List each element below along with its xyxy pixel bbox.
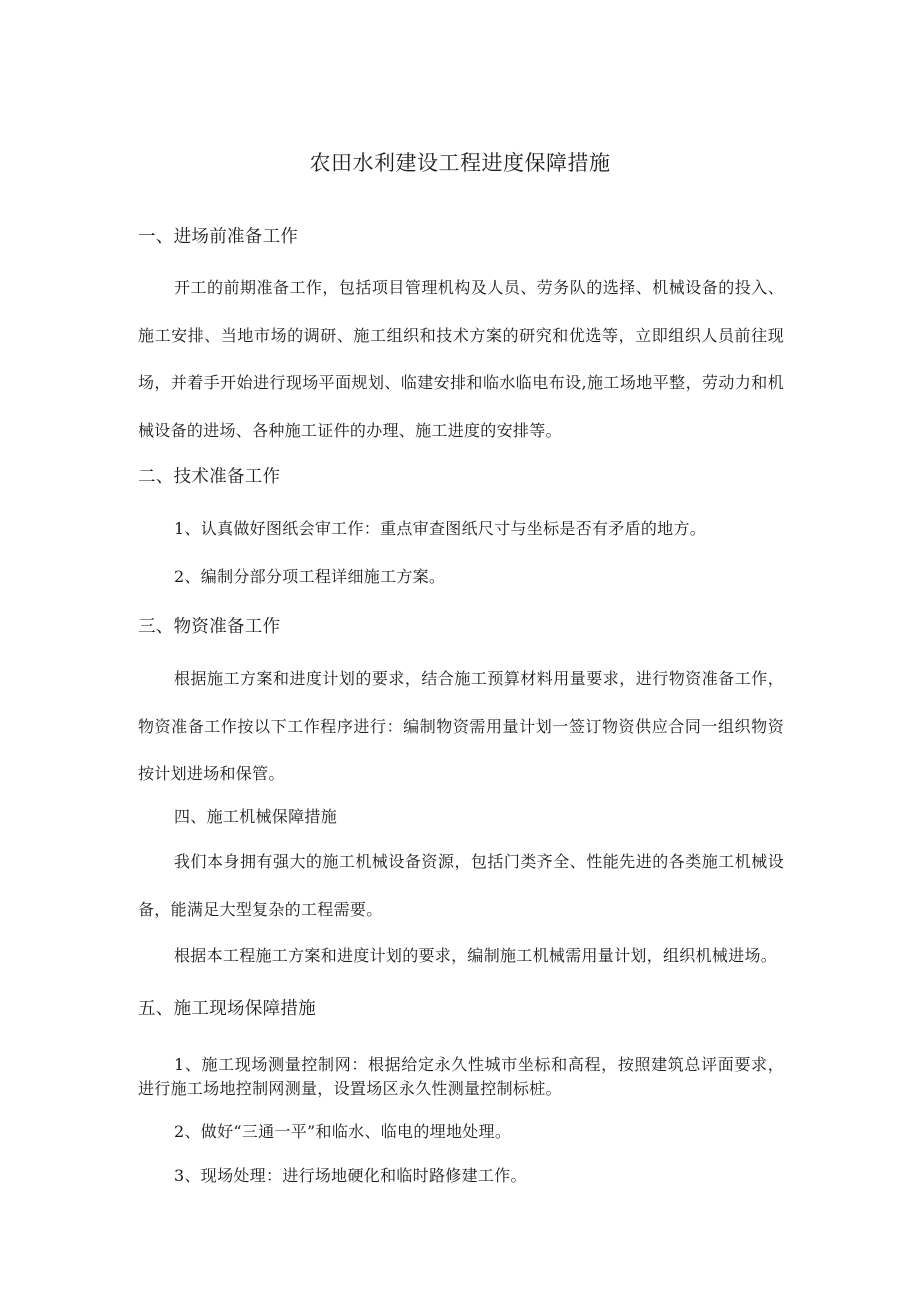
section-5-item-3: 3、现场处理：进行场地硬化和临时路修建工作。 (174, 1166, 527, 1185)
section-heading-3: 三、物资准备工作 (138, 617, 281, 637)
section-heading-4: 四、施工机械保障措施 (174, 807, 338, 826)
section-heading-1: 一、进场前准备工作 (138, 227, 299, 247)
section-heading-2: 二、技术准备工作 (138, 467, 281, 487)
section-2-item-1: 1、认真做好图纸会审工作：重点审查图纸尺寸与坐标是否有矛盾的地方。 (174, 519, 707, 538)
section-4-paragraph-1: 我们本身拥有强大的施工机械设备资源，包括门类齐全、性能先进的各类施工机械设备，能满足大型复杂的工程需要。 (138, 852, 784, 919)
section-1-paragraph: 开工的前期准备工作，包括项目管理机构及人员、劳务队的选择、机械设备的投入、施工安排、当地市场的调研、施工组织和技术方案的研究和优选等，立即组织人员前往现场，并着手开始进行现场平面规划、临建安排和临水临电布设,施工场地平整，劳动力和机械设备的进场、各种施工证件的办理、施工进度的安排等。 (138, 278, 784, 440)
section-4-paragraph-2: 根据本工程施工方案和进度计划的要求，编制施工机械需用量计划，组织机械进场。 (174, 946, 778, 965)
section-3-paragraph: 根据施工方案和进度计划的要求，结合施工预算材料用量要求，进行物资准备工作，物资准备工作按以下工作程序进行：编制物资需用量计划一签订物资供应合同一组织物资按计划进场和保管。 (138, 669, 784, 783)
section-2-item-2: 2、编制分部分项工程详细施工方案。 (174, 567, 446, 586)
section-5-paragraph-1: 1、施工现场测量控制网：根据给定永久性城市坐标和高程，按照建筑总评面要求，进行施工场地控制网测量，设置场区永久性测量控制标桩。 (138, 1055, 784, 1098)
document-title: 农田水利建设工程进度保障措施 (309, 151, 611, 175)
section-5-item-2: 2、做好“三通一平”和临水、临电的埋地处理。 (174, 1122, 512, 1141)
section-heading-5: 五、施工现场保障措施 (138, 999, 316, 1019)
